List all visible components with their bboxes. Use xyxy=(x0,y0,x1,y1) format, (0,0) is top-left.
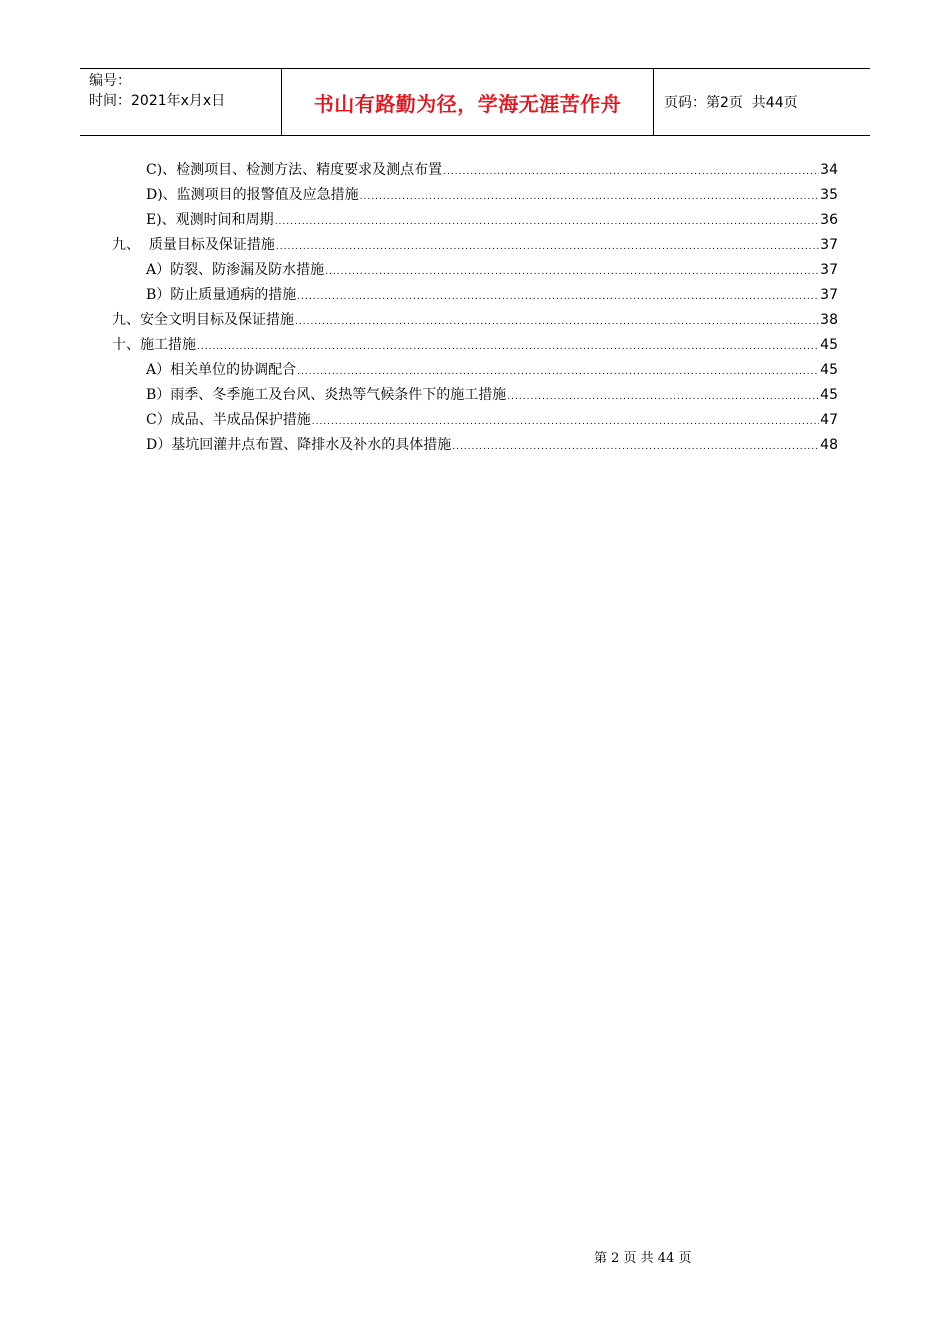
toc-entry-page: 34 xyxy=(820,162,838,178)
toc-leader-dots xyxy=(452,435,819,460)
toc-entry[interactable] xyxy=(112,333,838,358)
toc-entry-page: 35 xyxy=(820,187,838,203)
toc-entry-page: 45 xyxy=(820,362,838,378)
page-footer: 第 2 页 共 44 页 xyxy=(594,1251,692,1266)
toc-entry[interactable] xyxy=(112,308,838,333)
toc-entry[interactable] xyxy=(112,208,838,233)
toc-leader-dots xyxy=(197,335,819,360)
toc-leader-dots xyxy=(295,310,819,335)
toc-entry[interactable] xyxy=(112,358,838,383)
toc-entry-page: 37 xyxy=(820,287,838,303)
toc-leader-dots xyxy=(507,385,819,410)
toc-entry-page: 45 xyxy=(820,337,838,353)
toc-entry-page: 38 xyxy=(820,312,838,328)
toc-entry[interactable] xyxy=(112,383,838,408)
header-motto: 书山有路勤为径，学海无涯苦作舟 xyxy=(282,69,654,135)
toc-entry-page: 37 xyxy=(820,237,838,253)
toc-entry[interactable] xyxy=(112,258,838,283)
toc-entry-title: B）雨季、冬季施工及台风、炎热等气候条件下的施工措施 xyxy=(146,387,507,403)
toc-entry-page: 36 xyxy=(820,212,838,228)
table-of-contents xyxy=(112,158,838,458)
toc-entry[interactable] xyxy=(112,433,838,458)
toc-entry-title: C）成品、半成品保护措施 xyxy=(146,412,311,428)
header-left-cell xyxy=(80,69,282,135)
header-page-info: 页码：第2页 共44页 xyxy=(664,95,798,111)
toc-leader-dots xyxy=(297,285,819,310)
toc-entry-title: 九、安全文明目标及保证措施 xyxy=(112,312,294,328)
toc-entry-title: A）相关单位的协调配合 xyxy=(146,362,297,378)
header-number-label: 编号： xyxy=(89,73,131,89)
toc-leader-dots xyxy=(312,410,819,435)
toc-entry-title: D)、监测项目的报警值及应急措施 xyxy=(146,187,359,203)
toc-entry[interactable] xyxy=(112,158,838,183)
toc-leader-dots xyxy=(325,260,819,285)
toc-entry-title: C)、检测项目、检测方法、精度要求及测点布置 xyxy=(146,162,443,178)
toc-entry-title: 九、 质量目标及保证措施 xyxy=(112,237,275,253)
toc-entry[interactable] xyxy=(112,283,838,308)
toc-entry-page: 47 xyxy=(820,412,838,428)
toc-entry-title: B）防止质量通病的措施 xyxy=(146,287,297,303)
toc-entry[interactable] xyxy=(112,408,838,433)
toc-leader-dots xyxy=(275,210,819,235)
toc-entry-title: D）基坑回灌井点布置、降排水及补水的具体措施 xyxy=(146,437,452,453)
toc-entry-page: 45 xyxy=(820,387,838,403)
toc-leader-dots xyxy=(276,235,819,260)
toc-entry-page: 37 xyxy=(820,262,838,278)
header-date-label: 时间：2021年x月x日 xyxy=(89,93,226,109)
toc-entry[interactable] xyxy=(112,233,838,258)
page-header xyxy=(80,68,870,136)
toc-leader-dots xyxy=(360,185,819,210)
toc-entry[interactable] xyxy=(112,183,838,208)
toc-entry-page: 48 xyxy=(820,437,838,453)
toc-leader-dots xyxy=(297,360,819,385)
toc-entry-title: 十、施工措施 xyxy=(112,337,196,353)
toc-entry-title: A）防裂、防渗漏及防水措施 xyxy=(146,262,325,278)
toc-leader-dots xyxy=(443,160,819,185)
toc-entry-title: E)、观测时间和周期 xyxy=(146,212,274,228)
